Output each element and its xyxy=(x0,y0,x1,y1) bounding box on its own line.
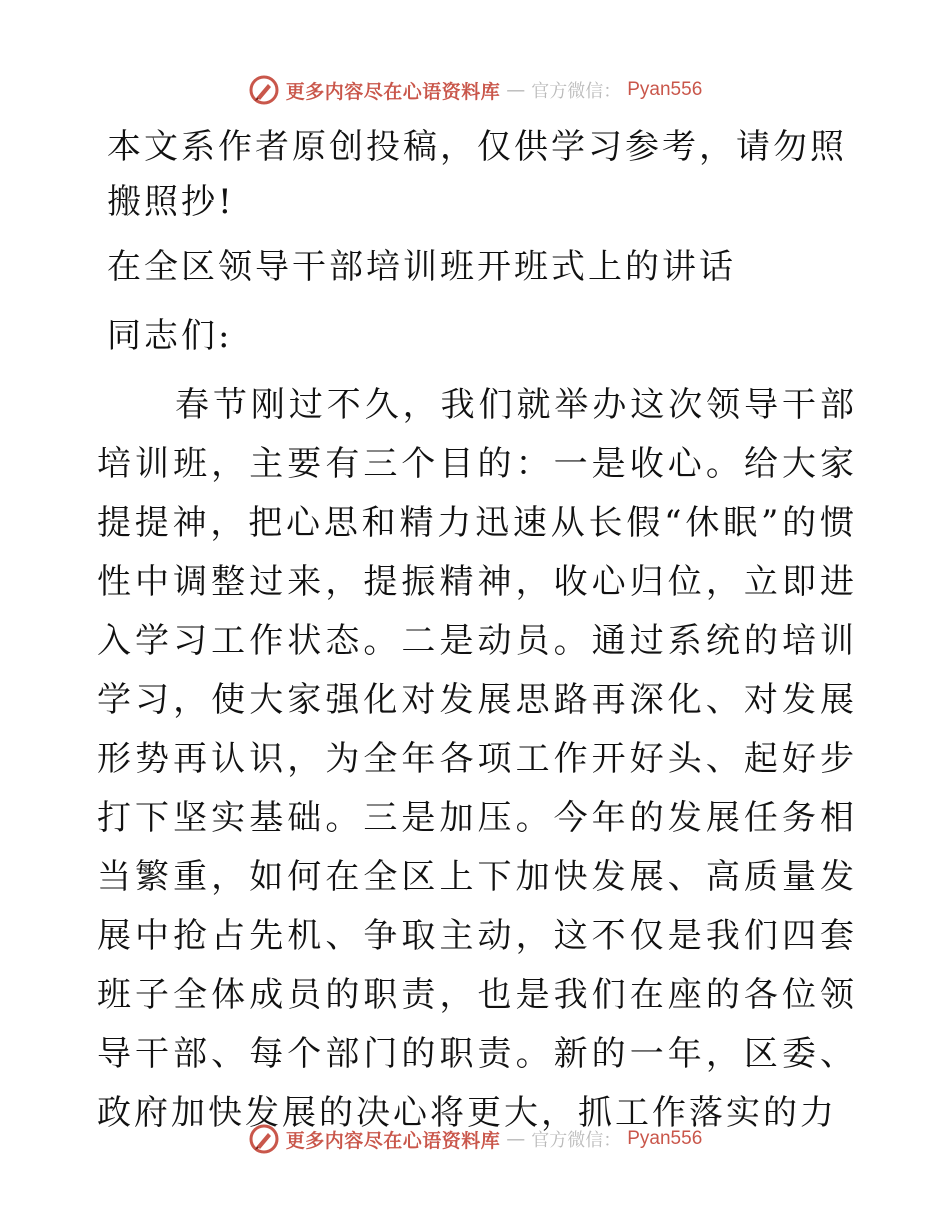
footer-watermark xyxy=(0,1122,950,1156)
watermark-id: Pyan556 xyxy=(627,1128,703,1149)
watermark-id: Pyan556 xyxy=(627,79,703,100)
header-watermark xyxy=(0,73,950,107)
watermark-label: 官方微信： xyxy=(531,81,622,102)
greeting: 同志们: xyxy=(107,316,233,356)
pen-logo-icon xyxy=(248,74,280,106)
pen-logo-icon xyxy=(248,1123,280,1155)
document-title: 在全区领导干部培训班开班式上的讲话 xyxy=(107,247,736,287)
watermark-separator: — xyxy=(506,79,526,101)
watermark-separator: — xyxy=(506,1128,526,1150)
copyright-notice: 本文系作者原创投稿，仅供学习参考，请勿照搬照抄! xyxy=(107,127,847,222)
document-body xyxy=(97,120,857,1143)
watermark-text: 更多内容尽在心语资料库 xyxy=(285,1129,501,1152)
watermark-text: 更多内容尽在心语资料库 xyxy=(285,80,501,103)
body-paragraph: 春节刚过不久，我们就举办这次领导干部培训班，主要有三个目的：一是收心。给大家提提神，把心思和精力迅速从长假“休眠”的惯性中调整过来，提振精神，收心归位，立即进入学习工作状态。二是动员。通过系统的培训学习，使大家强化对发展思路再深化、对发展形势再认识，为全年各项工作开好头、起好步打下坚实基础。三是加压。今年的发展任务相当繁重，如何在全区上下加快发展、高质量发展中抢占先机、争取主动，这不仅是我们四套班子全体成员的职责，也是我们在座的各位领导干部、每个部门的职责。新的一年，区委、政府加快发展的决心将更大，抓工作落实的力 xyxy=(97,385,857,1133)
watermark-label: 官方微信： xyxy=(531,1130,622,1151)
